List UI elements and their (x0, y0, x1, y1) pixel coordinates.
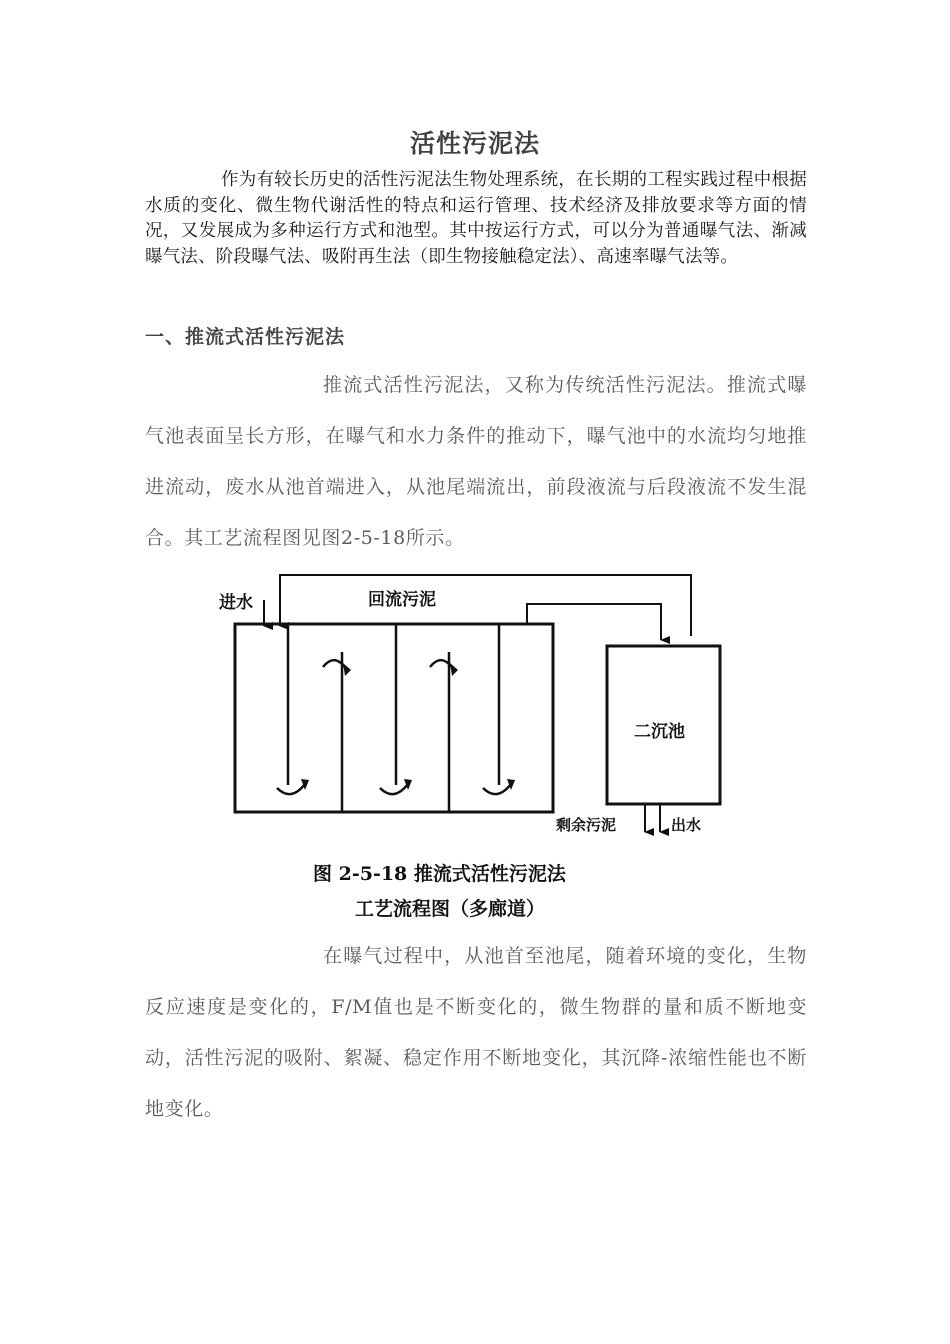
clarifier-label: 二沉池 (634, 722, 685, 742)
aeration-tank (235, 624, 553, 812)
flow-arrows (277, 660, 511, 794)
figure-caption-line2: 工艺流程图（多廊道） (355, 898, 546, 920)
process-flow-figure (215, 570, 725, 925)
plug-flow-paragraph: 推流式活性污泥法，又称为传统活性污泥法。推流式曝气池表面呈长方形，在曝气和水力条件的推动下，曝气池中的水流均匀地推进流动，废水从池首端进入，从池尾端流出，前段液流与后段液流不发生混合。其工艺流程图见图2-5-18所示。 (145, 374, 807, 549)
figure-caption-line1: 图 2-5-18 推流式活性污泥法 (313, 863, 566, 885)
tank-to-clarifier-line (527, 604, 661, 640)
intro-paragraph: 作为有较长历史的活性污泥法生物处理系统，在长期的工程实践过程中根据水质的变化、微生物代谢活性的特点和运行管理、技术经济及排放要求等方面的情况，又发展成为多种运行方式和池型。其中按运行方式，可以分为普通曝气法、渐减曝气法、阶段曝气法、吸附再生法（即生物接触稳定法）、高速率曝气法等。 (145, 170, 807, 267)
inlet-label: 进水 (219, 593, 253, 613)
return-sludge-line (280, 575, 691, 636)
return-sludge-label: 回流污泥 (368, 590, 436, 610)
excess-sludge-label: 剩余污泥 (556, 816, 617, 834)
document-title: 活性污泥法 (409, 129, 540, 158)
outlet-label: 出水 (671, 816, 702, 834)
aeration-process-paragraph: 在曝气过程中，从池首至池尾，随着环境的变化，生物反应速度是变化的，F/M值也是不断变化的，微生物群的量和质不断地变动，活性污泥的吸附、絮凝、稳定作用不断地变化，其沉降-浓缩性能也不断地变化。 (145, 945, 807, 1120)
section-heading: 一、推流式活性污泥法 (145, 326, 346, 348)
